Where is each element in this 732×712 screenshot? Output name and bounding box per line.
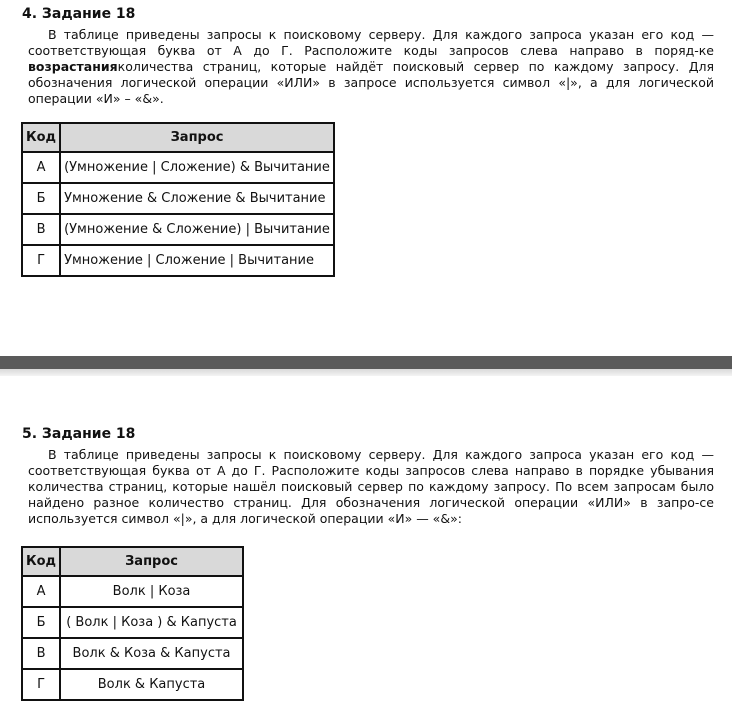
task-4-paragraph xyxy=(28,27,714,107)
row-code: А xyxy=(22,576,60,607)
task-4-emphasis: возрастания xyxy=(28,59,118,74)
task-5-query-table xyxy=(21,546,244,701)
row-code: Б xyxy=(22,183,60,214)
table-row xyxy=(22,576,243,607)
row-query: (Умножение & Сложение) | Вычитание xyxy=(60,214,334,245)
table-row xyxy=(22,183,334,214)
row-query: Волк | Коза xyxy=(60,576,243,607)
row-query: Волк & Капуста xyxy=(60,669,243,700)
column-header-query: Запрос xyxy=(60,547,243,576)
task-5-title: 5. Задание 18 xyxy=(22,426,136,442)
page-separator xyxy=(0,356,732,376)
task-5-paragraph: В таблице приведены запросы к поисковому серверу. Для каждого запроса указан его код — соответствующая буква от А до Г. Расположите коды запросов слева направо в порядке убывания количества страниц, которые нашёл поисковый сервер по каждому запросу. По всем запросам было найдено разное количество страниц. Для обозначения логической операции «ИЛИ» в запро-се используется символ «|», а для логической операции «И» — «&»: xyxy=(28,447,714,526)
row-code: В xyxy=(22,638,60,669)
row-code: Б xyxy=(22,607,60,638)
task-4-query-table xyxy=(21,122,335,277)
row-query: ( Волк | Коза ) & Капуста xyxy=(60,607,243,638)
task-4-text xyxy=(28,27,714,107)
column-header-query: Запрос xyxy=(60,123,334,152)
table-row xyxy=(22,214,334,245)
table-header-row xyxy=(22,547,243,576)
table-row xyxy=(22,245,334,276)
table-row xyxy=(22,607,243,638)
row-code: Г xyxy=(22,245,60,276)
row-query: (Умножение | Сложение) & Вычитание xyxy=(60,152,334,183)
column-header-code: Код xyxy=(22,123,60,152)
table-row xyxy=(22,669,243,700)
row-code: Г xyxy=(22,669,60,700)
task-4-text-start: В таблице приведены запросы к поисковому серверу. Для каждого запроса указан его код — соответствующая буква от А до Г. Расположите коды запросов слева направо в поряд-ке xyxy=(28,27,714,58)
row-query: Умножение | Сложение | Вычитание xyxy=(60,245,334,276)
task-5-text xyxy=(28,447,714,527)
column-header-code: Код xyxy=(22,547,60,576)
task-4-text-end: количества страниц, которые найдёт поисковый сервер по каждому запросу. Для обозначения логической операции «ИЛИ» в запросе используется символ «|», а для логической операции «И» – «&». xyxy=(28,59,714,106)
table-header-row xyxy=(22,123,334,152)
task-4-title: 4. Задание 18 xyxy=(22,6,136,22)
row-query: Волк & Коза & Капуста xyxy=(60,638,243,669)
row-code: В xyxy=(22,214,60,245)
table-row xyxy=(22,152,334,183)
table-row xyxy=(22,638,243,669)
row-code: А xyxy=(22,152,60,183)
row-query: Умножение & Сложение & Вычитание xyxy=(60,183,334,214)
